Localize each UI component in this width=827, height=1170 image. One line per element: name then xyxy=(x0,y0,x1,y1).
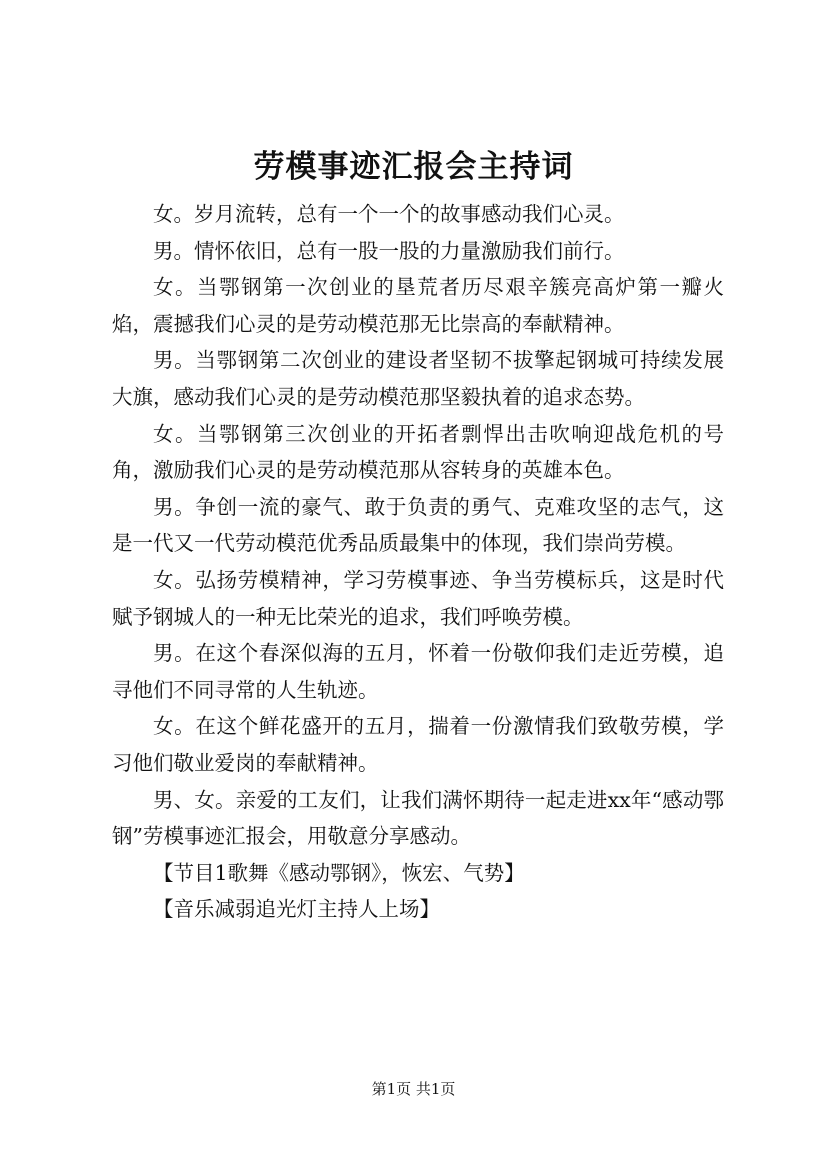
page-footer: 第1页 共1页 xyxy=(371,1080,456,1098)
paragraph: 男。情怀依旧，总有一股一股的力量激励我们前行。 xyxy=(153,238,625,263)
paragraph: 女。当鄂钢第三次创业的开拓者剽悍出击吹响迎战危机的号角，激励我们心灵的是劳动模范那从容转身的英雄本色。 xyxy=(112,421,724,483)
program-note: 【节目1歌舞《感动鄂钢》，恢宏、气势】 xyxy=(153,860,525,885)
paragraph: 女。岁月流转，总有一个一个的故事感动我们心灵。 xyxy=(153,202,625,226)
paragraph: 男。当鄂钢第二次创业的建设者坚韧不拔擎起钢城可持续发展大旗，感动我们心灵的是劳动模范那坚毅执着的追求态势。 xyxy=(112,348,724,409)
paragraph: 男。争创一流的豪气、敢于负责的勇气、克难攻坚的志气，这是一代又一代劳动模范优秀品质最集中的体现，我们崇尚劳模。 xyxy=(112,494,724,556)
paragraph: 女。弘扬劳模精神，学习劳模事迹、争当劳模标兵，这是时代赋予钢城人的一种无比荣光的追求，我们呼唤劳模。 xyxy=(112,567,724,629)
document-title: 劳模事迹汇报会主持词 xyxy=(253,149,574,185)
paragraph: 女。当鄂钢第一次创业的垦荒者历尽艰辛簇亮高炉第一瓣火焰，震撼我们心灵的是劳动模范那无比崇高的奉献精神。 xyxy=(112,275,724,336)
document-body xyxy=(112,196,724,928)
paragraph: 男。在这个春深似海的五月，怀着一份敬仰我们走近劳模，追寻他们不同寻常的人生轨迹。 xyxy=(112,641,724,702)
stage-direction: 【音乐减弱追光灯主持人上场】 xyxy=(153,897,440,922)
paragraph: 男、女。亲爱的工友们，让我们满怀期待一起走进xx年“感动鄂钢”劳模事迹汇报会，用敬意分享感动。 xyxy=(112,787,724,849)
paragraph: 女。在这个鲜花盛开的五月，揣着一份激情我们致敬劳模，学习他们敬业爱岗的奉献精神。 xyxy=(112,714,724,775)
